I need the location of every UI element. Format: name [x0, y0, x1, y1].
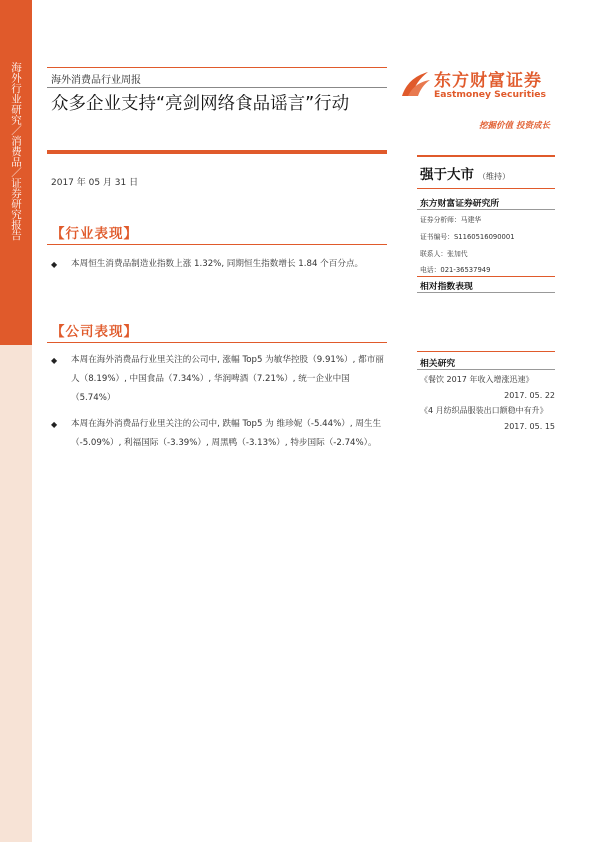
rating-top-rule	[417, 155, 555, 157]
related-item-date: 2017. 05. 22	[504, 391, 555, 400]
related-research-heading: 相关研究	[420, 359, 456, 369]
section-rule	[47, 342, 387, 343]
list-item	[51, 351, 386, 408]
report-date: 2017 年 05 月 31 日	[51, 178, 139, 188]
header-divider	[47, 87, 387, 88]
index-rule	[417, 292, 555, 293]
report-title: 众多企业支持“亮剑网络食品谣言”行动	[51, 94, 350, 114]
section-heading-company: 【公司表现】	[51, 324, 138, 340]
rating-label: 强于大市	[420, 167, 474, 183]
list-item	[51, 415, 386, 453]
rating	[420, 163, 510, 183]
brand-slogan: 挖掘价值 投资成长	[479, 121, 550, 131]
index-top-rule	[417, 276, 555, 277]
sidebar	[0, 0, 32, 842]
bullet-diamond-icon: ◆	[51, 356, 58, 365]
related-item-date: 2017. 05. 15	[504, 422, 555, 431]
related-item-title[interactable]: 《餐饮 2017 年收入增涨迅速》	[420, 375, 534, 384]
cert-number: 证书编号：S1160516090001	[420, 233, 515, 241]
phone: 电话：021-36537949	[420, 266, 491, 274]
section-rule	[47, 244, 387, 245]
institute-name: 东方财富证券研究所	[420, 199, 500, 209]
header-top-rule	[47, 67, 387, 68]
related-item-title[interactable]: 《4 月纺织品服装出口额稳中有升》	[420, 406, 548, 415]
related-rule	[417, 369, 555, 370]
rating-sub: （维持）	[478, 172, 510, 181]
title-underline-bar	[47, 150, 387, 154]
list-item	[51, 255, 386, 274]
bullet-diamond-icon: ◆	[51, 260, 58, 269]
brand-name-cn: 东方财富证券	[434, 71, 542, 91]
bullet-text: 本周恒生消费品制造业指数上涨 1.32%, 同期恒生指数增长 1.84 个百分点。	[71, 259, 364, 269]
related-top-rule	[417, 351, 555, 352]
report-type: 海外消费品行业周报	[51, 75, 141, 86]
analyst: 证券分析师：马建华	[420, 216, 482, 224]
sidebar-category-text: 海外行业研究／消费品／证券研究报告	[10, 62, 22, 241]
brand-logo	[398, 63, 558, 113]
contact: 联系人：张加代	[420, 250, 468, 258]
institute-rule	[417, 209, 555, 210]
index-performance-heading: 相对指数表现	[420, 282, 473, 292]
bullet-text: 本周在海外消费品行业里关注的公司中, 涨幅 Top5 为敏华控股（9.91%）, 都市丽人（8.19%）, 中国食品（7.34%）, 华润啤酒（7.21%）, 统一企业中国（5.74%）	[71, 355, 384, 403]
section-heading-industry: 【行业表现】	[51, 226, 138, 242]
bullet-diamond-icon: ◆	[51, 420, 58, 429]
bullet-text: 本周在海外消费品行业里关注的公司中, 跌幅 Top5 为 维珍妮（-5.44%）, 周生生（-5.09%）, 利福国际（-3.39%）, 周黑鸭（-3.13%）, 特步国际（-2.74%）。	[71, 419, 382, 448]
rating-bottom-rule	[417, 188, 555, 189]
brand-logo-icon	[398, 66, 434, 102]
brand-name-en: Eastmoney Securities	[434, 89, 546, 100]
